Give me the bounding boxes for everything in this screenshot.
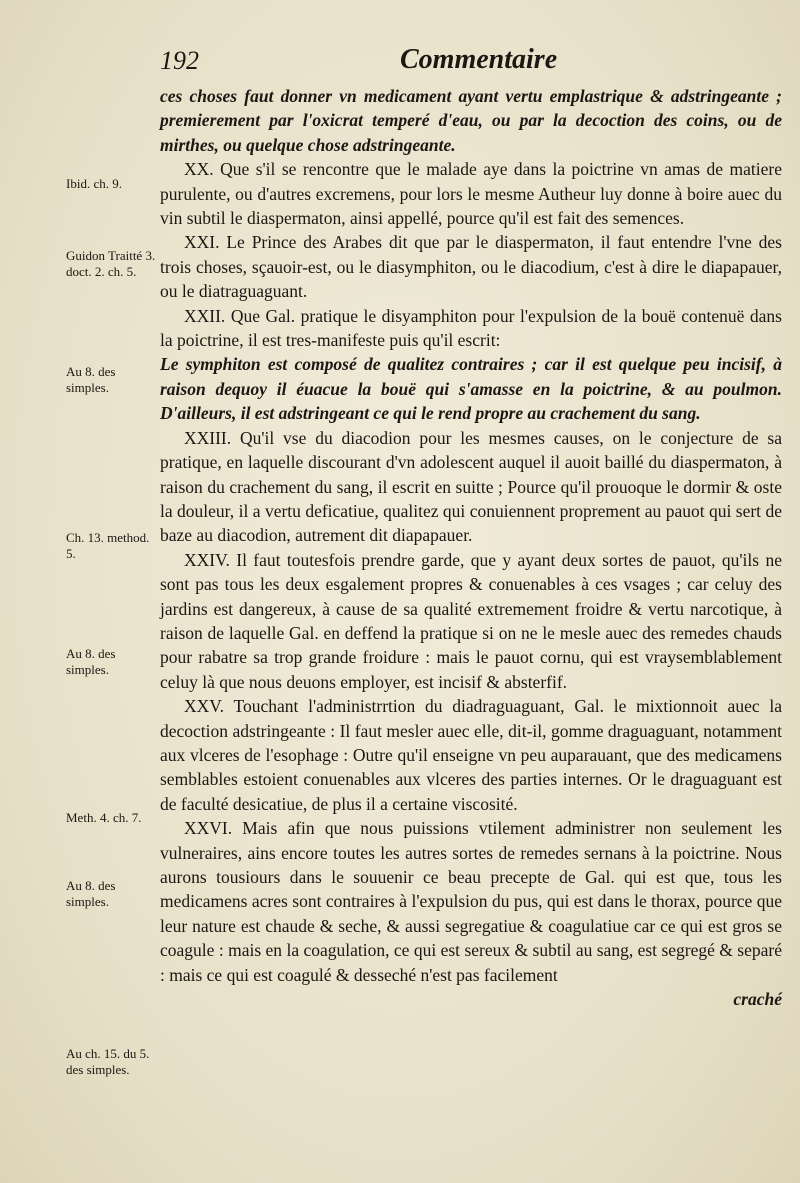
paragraph-xxiii: XXIII. Qu'il vse du diacodion pour les mesmes causes, on le conjecture de sa pratique, en laquelle discourant d'vn adolescent auquel il auoit baillé du diaspermaton, à raison du crachement du sang, il escrit en suitte ; Pource qu'il prouoque le dormir & oste la douleur, il a vertu deficatiue, qualitez qui conuiennent proprement au pauot qui sert de baze au diacodion, autrement dit diapapauer.: [160, 427, 782, 546]
paragraph-xxii: XXII. Que Gal. pratique le disyamphiton pour l'expulsion de la bouë contenuë dans la poictrine, il est tres-manifeste puis qu'il escrit:: [160, 305, 782, 351]
paragraph-xxi: XXI. Le Prince des Arabes dit que par le diaspermaton, il faut entendre l'vne des trois choses, sçauoir-est, ou le diasymphiton, ou le diacodium, c'est à dire le diapapauer, ou le diatraguaguant.: [160, 232, 782, 302]
main-text: [160, 84, 782, 1011]
margin-note: Au 8. des simples.: [66, 646, 116, 677]
page-header: [0, 44, 800, 84]
margin-note: Guidon Traitté 3. doct. 2. ch. 5.: [66, 248, 156, 279]
page-number: 192: [160, 46, 199, 75]
paragraph-xxvi: XXVI. Mais afin que nous puissions vtilement administrer non seulement les vulneraires, ains encore toutes les autres sortes de remedes sernans à la poictrine. Nous aurons tousiours dans le souuenir ce beau precepte de Gal. qui est que, tous les medicamens acres sont contraires à l'expulsion du pus, qui est dans le thorax, pource que leur nature est chaude & seche, & aussi segregatiue & coagulatiue car ce qui est gros se coagule : mais en la coagulation, ce qui est sereux & subtil au sang, est segregé & separé : mais ce qui est coagulé & desseché n'est pas facilement: [160, 818, 782, 985]
margin-note: Au 8. des simples.: [66, 878, 116, 909]
margin-note: Ch. 13. method. 5.: [66, 530, 150, 561]
catchword: craché: [733, 989, 782, 1010]
paragraph-intro: ces choses faut donner vn medicament ayant vertu emplastrique & adstringeante ; premierement par l'oxicrat temperé d'eau, ou par la decoction des coins, ou de mirthes, ou quelque chose adstringeante.: [160, 86, 782, 155]
paragraph-xx: XX. Que s'il se rencontre que le malade aye dans la poictrine vn amas de matiere purulente, ou d'autres excremens, pour lors le mesme Autheur luy donne à boire auec du vin subtil le diaspermaton, ainsi appellé, pource qu'il est fait des semences.: [160, 159, 782, 229]
margin-note: Ibid. ch. 9.: [66, 176, 122, 191]
margin-note: Au ch. 15. du 5. des simples.: [66, 1046, 150, 1077]
margin-note: Meth. 4. ch. 7.: [66, 810, 142, 825]
quotation-symphiton: Le symphiton est composé de qualitez contraires ; car il est quelque peu incisif, à raison dequoy il éuacue la bouë qui s'amasse en la poictrine, & au poulmon. D'ailleurs, il est adstringeant ce qui le rend propre au crachement du sang.: [160, 354, 782, 424]
running-title: Commentaire: [400, 44, 558, 75]
margin-note: Au 8. des simples.: [66, 364, 116, 395]
paragraph-xxiv: XXIV. Il faut toutesfois prendre garde, que y ayant deux sortes de pauot, qu'ils ne sont pas tous les deux esgalement propres & conuenables à ces vsages ; car celuy des jardins est dangereux, à cause de sa qualité extremement froidre & vertu narcotique, à raison de laquelle Gal. en deffend la pratique si on ne le mesle auec des remedes chauds pour rabatre sa trop grande froidure : mais le pauot cornu, qui est vraysemblablement celuy là que nous deuons employer, est incisif & absterfif.: [160, 549, 782, 692]
paragraph-xxv: XXV. Touchant l'administrrtion du diadraguaguant, Gal. le mixtionnoit auec la decoction adstringeante : Il faut mesler auec elle, dit-il, gomme draguaguant, notamment aux vlceres de l'esophage : Outre qu'il enseigne vn peu auparauant, que des medicamens semblables estoient conuenables aux vlceres des parties internes. Or le draguaguant est de faculté desicatiue, de plus il a certaine viscosité.: [160, 696, 782, 814]
